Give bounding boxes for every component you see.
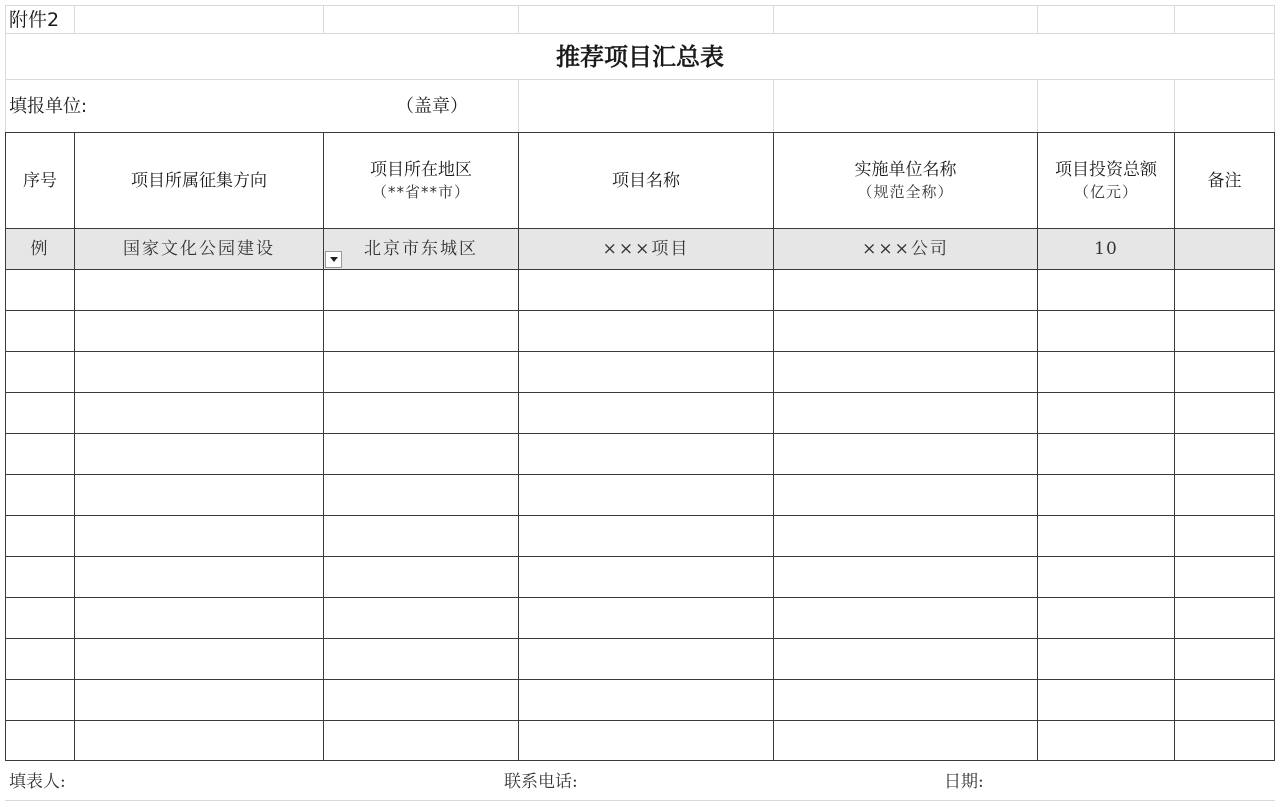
gridline [323,5,324,33]
header-direction[interactable] [75,133,323,228]
header-unit-sublabel: （规范全称） [857,182,954,201]
fill-unit-label: 填报单位: [9,96,88,117]
gridline [1174,79,1175,132]
gridline [1037,5,1038,33]
example-region-cell[interactable]: 北京市东城区 [364,239,478,259]
header-name[interactable] [519,133,773,228]
header-remark-label: 备注 [1207,170,1242,191]
header-name-label: 项目名称 [612,170,680,191]
example-seq-cell[interactable]: 例 [30,239,50,259]
chevron-down-icon [330,257,338,262]
table-border [5,392,1275,393]
header-seq[interactable] [6,133,74,228]
table-border [1274,132,1275,761]
header-region-sublabel: （**省**市） [371,182,470,201]
header-invest-label: 项目投资总额 [1055,159,1157,180]
header-remark[interactable] [1175,133,1274,228]
table-border [5,679,1275,680]
table-border [5,269,1275,270]
example-name-cell[interactable]: ×××项目 [602,239,690,259]
header-unit-label: 实施单位名称 [854,159,957,180]
header-direction-label: 项目所属征集方向 [131,170,267,191]
gridline [518,79,519,132]
gridline [518,5,519,33]
table-border [5,556,1275,557]
table-border [5,433,1275,434]
table-border [5,474,1275,475]
gridline [773,5,774,33]
seal-label: （盖章） [396,96,468,117]
table-border [5,720,1275,721]
example-direction-cell[interactable]: 国家文化公园建设 [123,239,275,259]
phone-label: 联系电话: [504,772,578,792]
filler-label: 填表人: [9,772,66,792]
gridline [5,800,1275,801]
header-unit[interactable] [774,133,1037,228]
example-invest-cell[interactable]: 10 [1094,239,1118,259]
table-border [5,351,1275,352]
header-region[interactable] [324,133,518,228]
attachment-label: 附件2 [9,9,60,31]
header-invest-sublabel: （亿元） [1073,182,1138,201]
header-region-label: 项目所在地区 [370,159,472,180]
header-seq-label: 序号 [23,170,57,191]
example-remark-cell[interactable] [1175,229,1274,269]
dropdown-button[interactable] [325,251,342,268]
table-border [5,597,1275,598]
table-border [5,310,1275,311]
page-title: 推荐项目汇总表 [556,42,724,71]
gridline [773,79,774,132]
table-border [5,515,1275,516]
table-border [5,638,1275,639]
gridline [74,5,75,33]
date-label: 日期: [944,772,984,792]
table-border [5,760,1275,761]
gridline [5,5,1275,6]
gridline [5,33,1275,34]
gridline [5,79,1275,80]
example-unit-cell[interactable]: ×××公司 [862,239,949,259]
gridline [1174,5,1175,33]
gridline [1037,79,1038,132]
header-invest[interactable] [1038,133,1174,228]
